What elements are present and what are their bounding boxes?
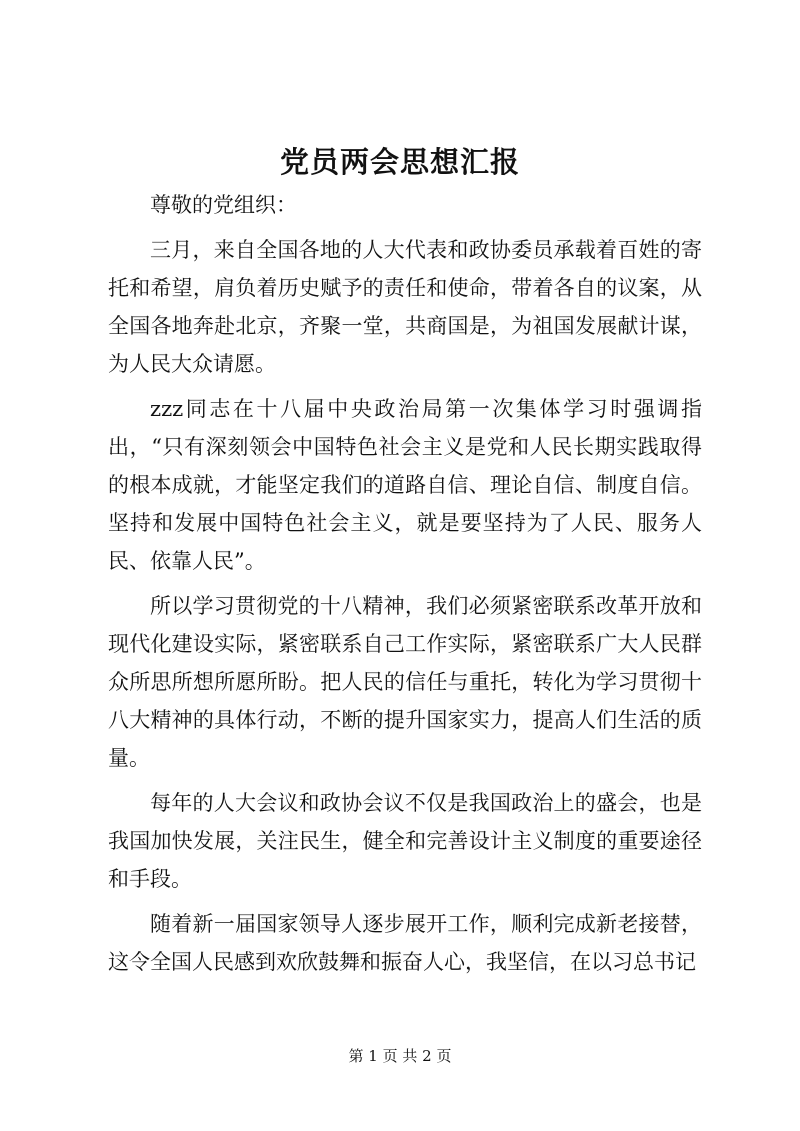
salutation: 尊敬的党组织： [150, 193, 297, 217]
paragraph-5: 随着新一届国家领导人逐步展开工作，顺利完成新老接替，这令全国人民感到欢欣鼓舞和振奋人心，我坚信，在以习总书记 [108, 912, 702, 974]
document-body [108, 186, 702, 988]
paragraph-2: zzz同志在十八届中央政治局第一次集体学习时强调指出，“只有深刻领会中国特色社会主义是党和人民长期实践取得的根本成就，才能坚定我们的道路自信、理论自信、制度自信。坚持和发展中国特色社会主义，就是要坚持为了人民、服务人民、依靠人民”。 [108, 397, 702, 573]
paragraph-3: 所以学习贯彻党的十八精神，我们必须紧密联系改革开放和现代化建设实际，紧密联系自己工作实际，紧密联系广大人民群众所思所想所愿所盼。把人民的信任与重托，转化为学习贯彻十八大精神的具体行动，不断的提升国家实力，提高人们生活的质量。 [108, 594, 702, 770]
document-title: 党员两会思想汇报 [279, 145, 520, 179]
paragraph-1: 三月，来自全国各地的人大代表和政协委员承载着百姓的寄托和希望，肩负着历史赋予的责任和使命，带着各自的议案，从全国各地奔赴北京，齐聚一堂，共商国是，为祖国发展献计谋，为人民大众请愿。 [108, 238, 702, 376]
paragraph-4: 每年的人大会议和政协会议不仅是我国政治上的盛会，也是我国加快发展，关注民生，健全和完善设计主义制度的重要途径和手段。 [108, 791, 702, 891]
page-footer: 第 1 页 共 2 页 [348, 1047, 452, 1065]
